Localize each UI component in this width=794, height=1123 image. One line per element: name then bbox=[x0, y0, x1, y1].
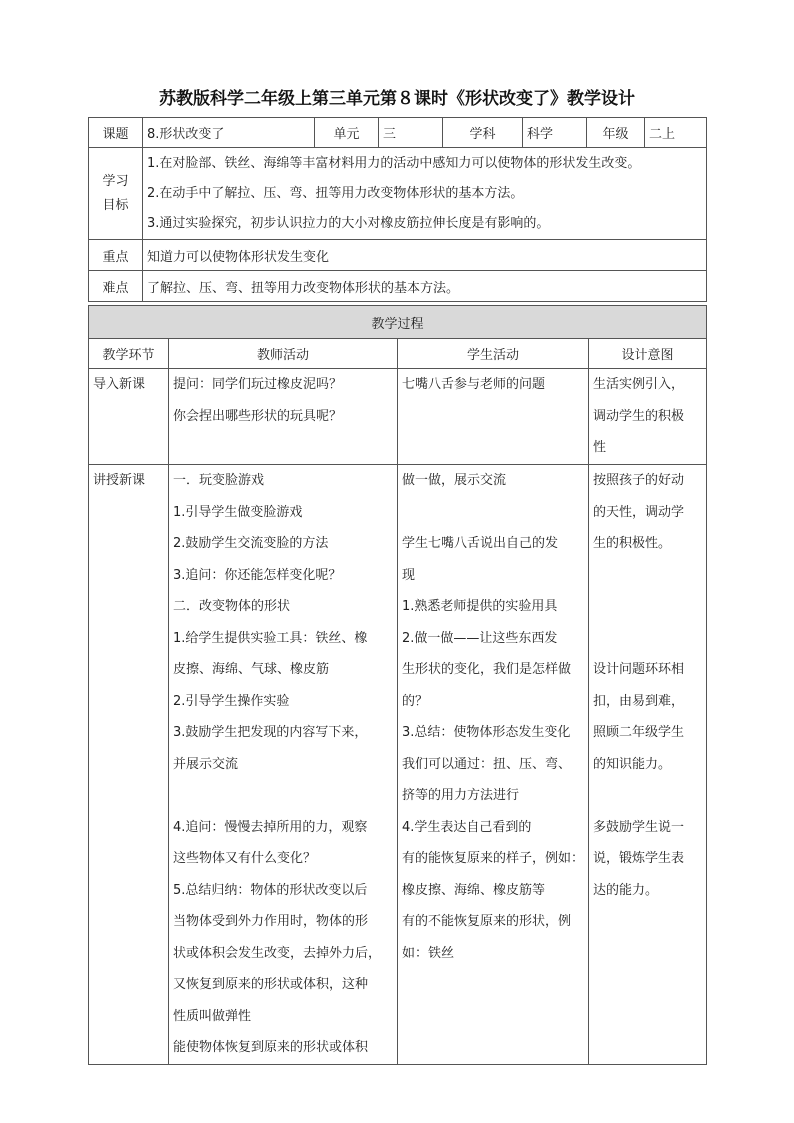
header-teacher: 教师活动 bbox=[169, 339, 398, 369]
cell-line bbox=[593, 780, 702, 812]
course-info-table bbox=[88, 117, 707, 302]
cell-line bbox=[402, 497, 584, 529]
cell-line: 有的能恢复原来的样子，例如： bbox=[402, 851, 585, 866]
cell-line: 多鼓励学生说一 bbox=[593, 819, 685, 835]
cell-line: 这些物体又有什么变化？ bbox=[173, 851, 317, 866]
objective-item: 3.通过实验探究，初步认识拉力的大小对橡皮筋拉伸长度是有影响的。 bbox=[147, 215, 550, 231]
table-row bbox=[89, 369, 707, 465]
page-title: 苏教版科学二年级上第三单元第８课时《形状改变了》教学设计 bbox=[159, 89, 635, 109]
cell-line: 一．玩变脸游戏 bbox=[173, 473, 265, 488]
stage-cell: 讲授新课 bbox=[89, 465, 169, 1065]
cell-line: 当物体受到外力作用时，物体的形 bbox=[173, 914, 369, 929]
cell-line: 3.鼓励学生把发现的内容写下来， bbox=[173, 725, 368, 740]
cell-line: 1.引导学生做变脸游戏 bbox=[173, 504, 303, 520]
unit-value: 三 bbox=[379, 118, 443, 148]
cell-line: 性质叫做弹性 bbox=[173, 1008, 252, 1024]
objectives-label bbox=[89, 148, 143, 240]
cell-line: 扣，由易到难， bbox=[593, 693, 685, 709]
topic-value: 8.形状改变了 bbox=[143, 118, 315, 148]
cell-line: 你会捏出哪些形状的玩具呢？ bbox=[173, 408, 343, 424]
intent-cell bbox=[589, 465, 707, 1065]
cell-line: 提问：同学们玩过橡皮泥吗？ bbox=[173, 377, 343, 392]
cell-line: 生的积极性。 bbox=[593, 536, 672, 551]
objective-item: 1.在对脸部、铁丝、海绵等丰富材料用力的活动中感知力可以使物体的形状发生改变。 bbox=[147, 155, 641, 171]
cell-line: 2.鼓励学生交流变脸的方法 bbox=[173, 536, 329, 551]
cell-line: 橡皮擦、海绵、橡皮筋等 bbox=[402, 882, 546, 898]
student-cell bbox=[398, 465, 589, 1065]
stage-cell: 导入新课 bbox=[89, 369, 169, 465]
cell-line: 又恢复到原来的形状或体积，这种 bbox=[173, 977, 369, 992]
table-row bbox=[89, 465, 707, 1065]
cell-line: 并展示交流 bbox=[173, 756, 239, 772]
cell-line: 3.追问：你还能怎样变化呢？ bbox=[173, 567, 342, 583]
cell-line: 照顾二年级学生 bbox=[593, 725, 685, 740]
objectives-label-line: 目标 bbox=[102, 197, 129, 213]
cell-line: 皮擦、海绵、气球、橡皮筋 bbox=[173, 662, 330, 677]
cell-line bbox=[173, 780, 393, 812]
cell-line bbox=[593, 623, 702, 655]
cell-line: 4.追问：慢慢去掉所用的力，观察 bbox=[173, 819, 368, 835]
cell-line: 状或体积会发生改变，去掉外力后， bbox=[173, 945, 382, 961]
cell-line: 3.总结：使物体形态发生变化 bbox=[402, 725, 571, 740]
cell-line: 的天性，调动学 bbox=[593, 504, 685, 520]
cell-line bbox=[593, 591, 702, 623]
cell-line: 挤等的用力方法进行 bbox=[402, 788, 520, 803]
cell-line: 按照孩子的好动 bbox=[593, 473, 685, 488]
header-intent: 设计意图 bbox=[589, 339, 707, 369]
cell-line: 做一做，展示交流 bbox=[402, 473, 507, 488]
objective-item: 2.在动手中了解拉、压、弯、扭等用力改变物体形状的基本方法。 bbox=[147, 185, 524, 201]
cell-line: 现 bbox=[402, 567, 416, 583]
cell-line bbox=[593, 560, 702, 592]
cell-line: 有的不能恢复原来的形状，例 bbox=[402, 914, 572, 929]
cell-line: 的？ bbox=[402, 693, 429, 709]
grade-label: 年级 bbox=[587, 118, 645, 148]
key-point-label: 重点 bbox=[89, 240, 143, 271]
cell-line: 性 bbox=[593, 440, 607, 455]
teacher-cell bbox=[169, 369, 398, 465]
cell-line: 我们可以通过：扭、压、弯、 bbox=[402, 756, 572, 772]
cell-line: 学生七嘴八舌说出自己的发 bbox=[402, 536, 559, 551]
cell-line: 二．改变物体的形状 bbox=[173, 599, 291, 614]
cell-line: 如：铁丝 bbox=[402, 945, 455, 961]
subject-value: 科学 bbox=[523, 118, 587, 148]
unit-label: 单元 bbox=[315, 118, 379, 148]
student-cell bbox=[398, 369, 589, 465]
objectives-cell bbox=[143, 148, 707, 240]
cell-line: 1.熟悉老师提供的实验用具 bbox=[402, 599, 558, 614]
process-band-title: 教学过程 bbox=[89, 306, 707, 339]
cell-line: 的知识能力。 bbox=[593, 756, 672, 772]
topic-label: 课题 bbox=[89, 118, 143, 148]
difficulty-label: 难点 bbox=[89, 271, 143, 302]
cell-line: 能使物体恢复到原来的形状或体积 bbox=[173, 1040, 369, 1055]
teacher-cell bbox=[169, 465, 398, 1065]
difficulty-value: 了解拉、压、弯、扭等用力改变物体形状的基本方法。 bbox=[143, 271, 707, 302]
header-stage: 教学环节 bbox=[89, 339, 169, 369]
cell-line: 1.给学生提供实验工具：铁丝、橡 bbox=[173, 630, 368, 646]
cell-line: 调动学生的积极 bbox=[593, 408, 685, 424]
cell-line: 4.学生表达自己看到的 bbox=[402, 819, 532, 835]
grade-value: 二上 bbox=[645, 118, 707, 148]
cell-line: 2.引导学生操作实验 bbox=[173, 693, 290, 709]
key-point-value: 知道力可以使物体形状发生变化 bbox=[143, 240, 707, 271]
subject-label: 学科 bbox=[443, 118, 523, 148]
intent-cell bbox=[589, 369, 707, 465]
cell-line: 2.做一做——让这些东西发 bbox=[402, 630, 558, 646]
header-student: 学生活动 bbox=[398, 339, 589, 369]
cell-line: 生形状的变化，我们是怎样做 bbox=[402, 662, 572, 677]
cell-line: 七嘴八舌参与老师的问题 bbox=[402, 377, 546, 392]
cell-line: 生活实例引入， bbox=[593, 377, 685, 392]
cell-line: 5.总结归纳：物体的形状改变以后 bbox=[173, 882, 368, 898]
cell-line: 达的能力。 bbox=[593, 882, 659, 898]
teaching-process-table bbox=[88, 305, 707, 1065]
cell-line: 设计问题环环相 bbox=[593, 662, 685, 677]
cell-line: 说，锻炼学生表 bbox=[593, 851, 685, 866]
objectives-label-line: 学习 bbox=[102, 173, 129, 189]
